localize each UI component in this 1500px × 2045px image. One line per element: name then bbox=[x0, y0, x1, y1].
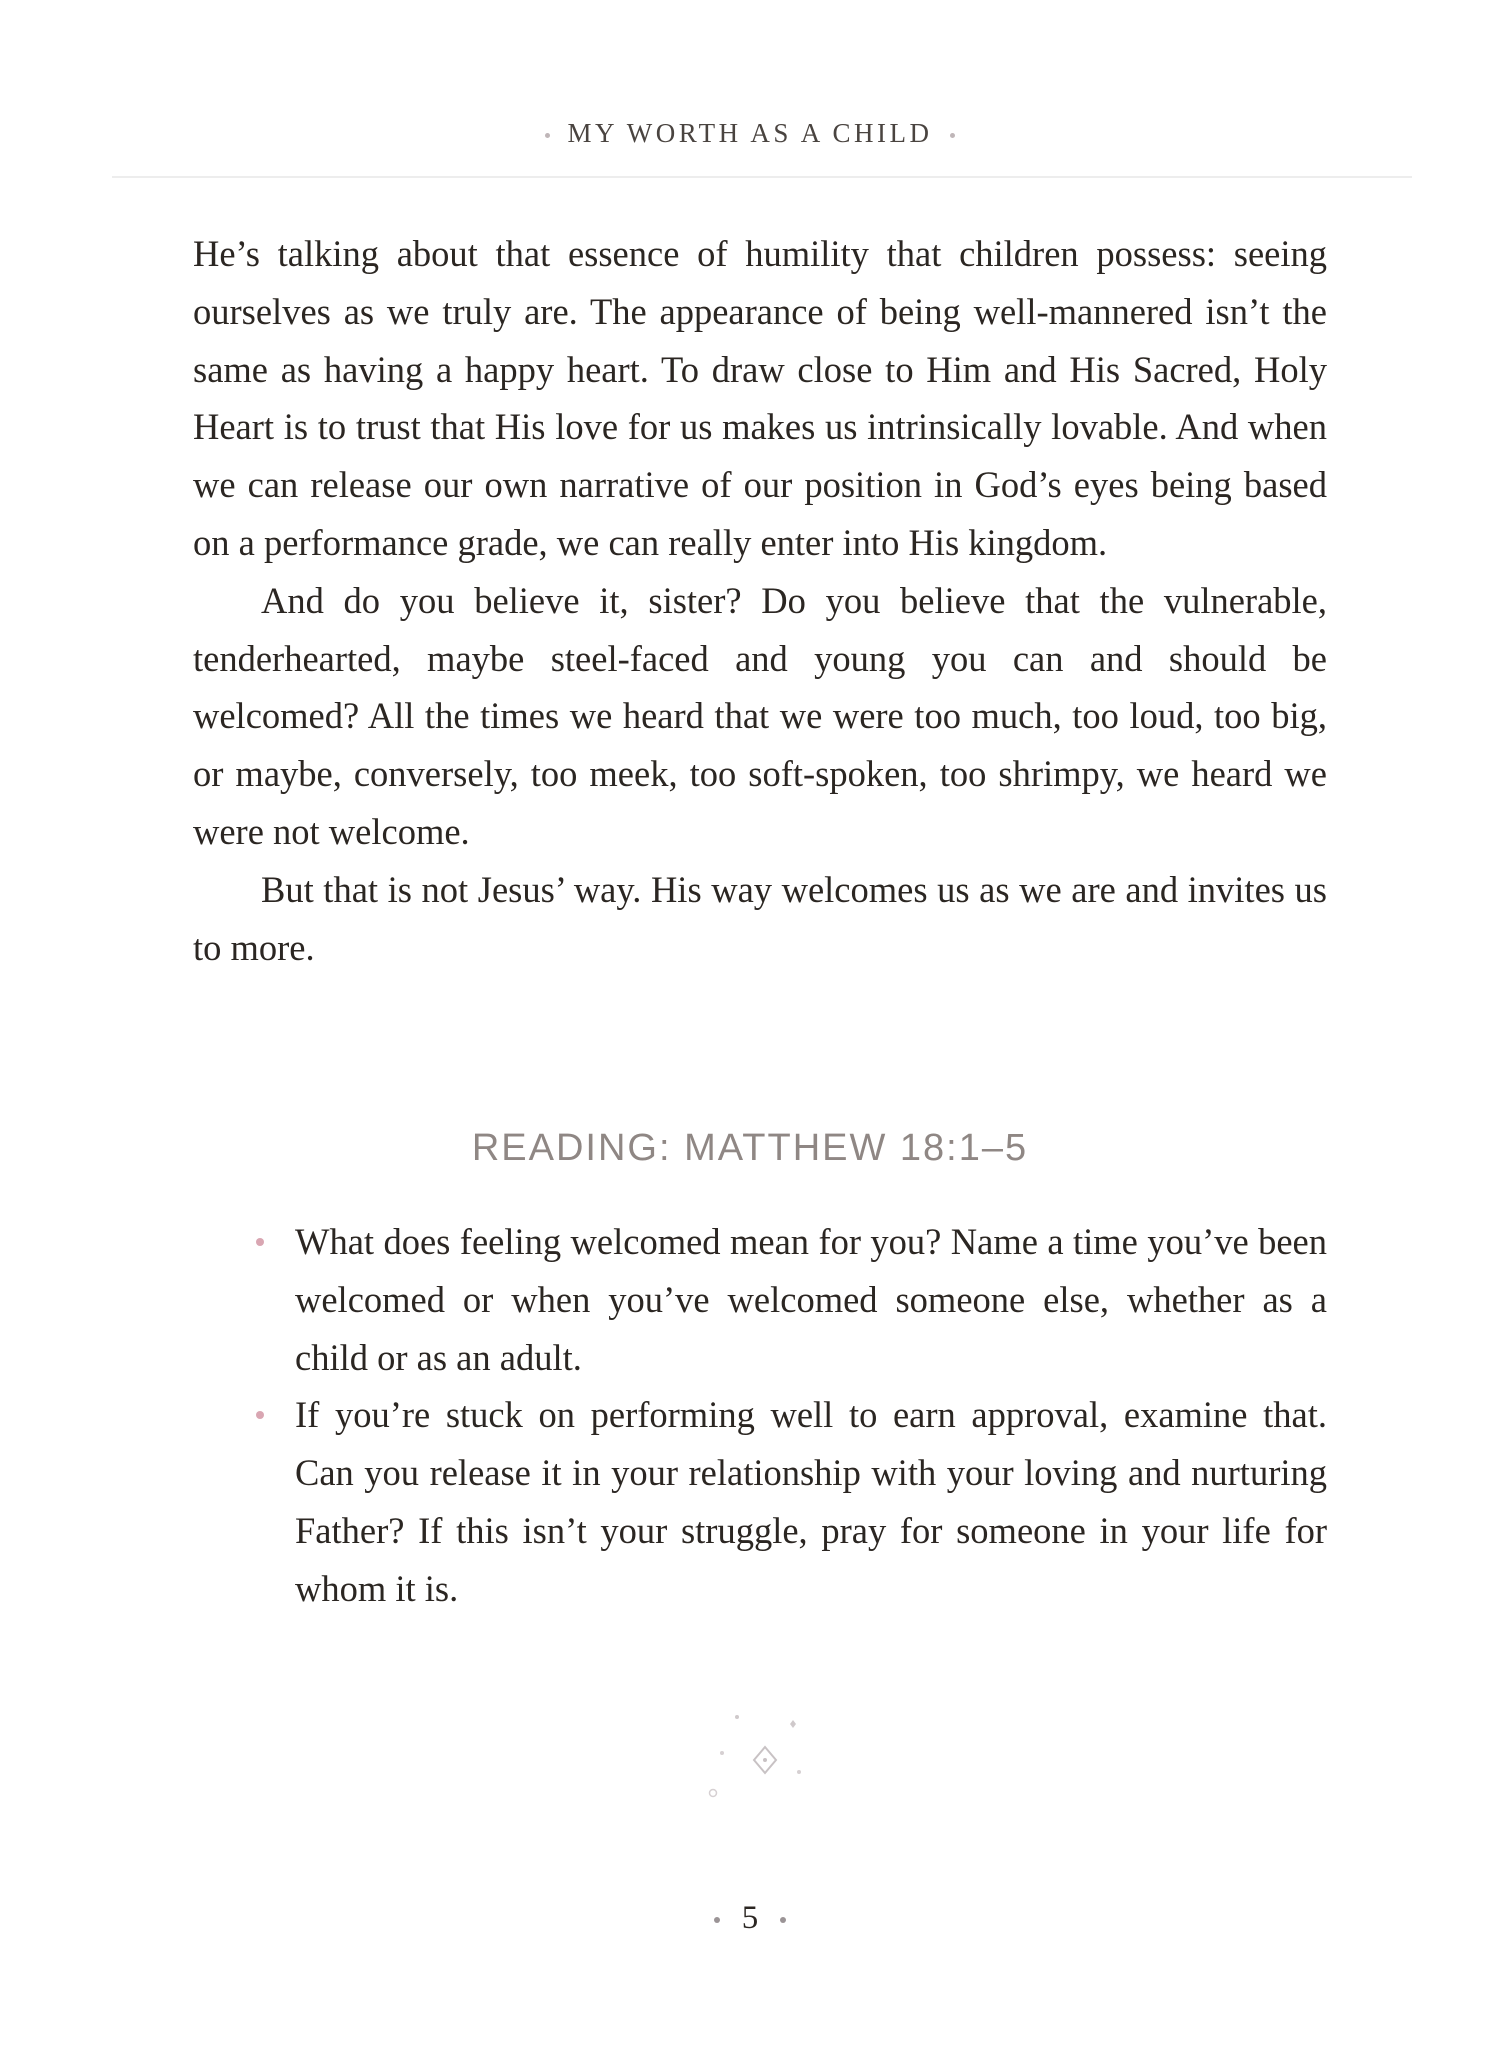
bullet-icon bbox=[256, 1238, 264, 1246]
running-head bbox=[0, 118, 1500, 149]
question-list bbox=[250, 1213, 1327, 1618]
dot-right-icon bbox=[780, 1917, 786, 1923]
dot-left-icon bbox=[545, 133, 550, 138]
bullet-icon bbox=[256, 1411, 264, 1419]
body-text bbox=[193, 225, 1327, 976]
dot-right-icon bbox=[950, 133, 955, 138]
paragraph-3: But that is not Jesus’ way. His way welcomes us as we are and invites us to more. bbox=[193, 868, 1327, 968]
question-item bbox=[250, 1213, 1327, 1386]
page-number bbox=[0, 1900, 1500, 1937]
question-text: If you’re stuck on performing well to earn approval, examine that. Can you release it in your relationship with your loving and nurturing Father? If this isn’t your struggle, pray for someone in your life for whom it is. bbox=[295, 1394, 1327, 1609]
page-number-value: 5 bbox=[741, 1900, 759, 1936]
header-rule bbox=[112, 176, 1412, 178]
paragraph-1: He’s talking about that essence of humility that children possess: seeing ourselves as we truly are. The appearance of being well-mannered isn’t the same as having a happy heart. To draw close to Him and His Sacred, Holy Heart is to trust that His love for us makes us intrinsically lovable. And when we can release our own narrative of our position in God’s eyes being based on a performance grade, we can really enter into His kingdom. bbox=[193, 233, 1327, 563]
sparkle-ornament-icon bbox=[690, 1690, 830, 1830]
running-title: MY WORTH AS A CHILD bbox=[567, 118, 933, 148]
question-text: What does feeling welcomed mean for you? Name a time you’ve been welcomed or when you’ve welcomed someone else, whether as a child or as an adult. bbox=[295, 1221, 1327, 1378]
dot-left-icon bbox=[714, 1917, 720, 1923]
reading-title: READING: MATTHEW 18:1–5 bbox=[471, 1127, 1029, 1169]
paragraph-2: And do you believe it, sister? Do you believe that the vulnerable, tenderhearted, maybe steel-faced and young you can and should be welcomed? All the times we heard that we were too much, too loud, too big, or maybe, conversely, too meek, too soft-spoken, too shrimpy, we heard we were not welcome. bbox=[193, 579, 1327, 852]
question-item bbox=[250, 1386, 1327, 1617]
